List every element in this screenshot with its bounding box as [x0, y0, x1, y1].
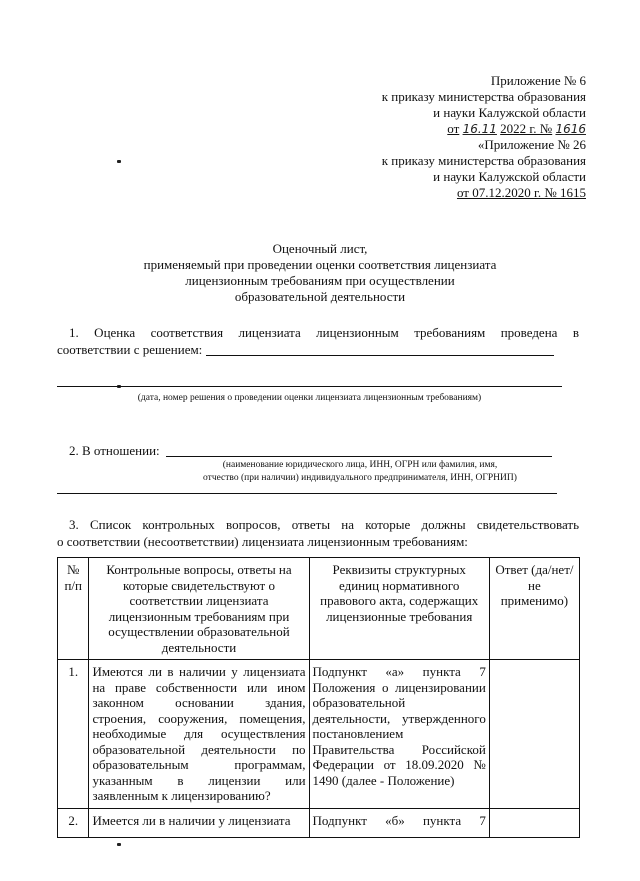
row-reference: Подпункт «б» пункта 7	[309, 808, 489, 837]
annex6-date-prefix: от	[447, 121, 460, 136]
decision-underline	[206, 355, 554, 356]
row-answer	[489, 660, 579, 809]
decision-underline-2	[57, 386, 562, 387]
table-row	[58, 660, 580, 809]
section2-label: 2. В отношении:	[69, 443, 160, 458]
section3-line1: 3. Список контрольных вопросов, ответы на которые должны свидетельствовать	[69, 517, 579, 532]
annex26-line4: от 07.12.2020 г. № 1615	[456, 185, 586, 200]
control-questions-table	[57, 557, 580, 838]
subject-underline	[166, 456, 552, 457]
row-answer	[489, 808, 579, 837]
table-row	[58, 808, 580, 837]
annex6-line3: и науки Калужской области	[433, 105, 586, 120]
header-question: Контрольные вопросы, ответы на которые свидетельствуют о соответствии лицензиата лицензионным требованиям при осуществлении образовательной деятельности	[89, 558, 309, 660]
annex26-line3: и науки Калужской области	[433, 169, 586, 184]
annex6-date-line	[330, 121, 586, 137]
title-line4: образовательной деятельности	[234, 289, 406, 304]
scan-mark	[117, 160, 121, 163]
annex6-number-handwritten: 1616	[555, 122, 586, 136]
row-question: Имеются ли в наличии у лицензиата на праве собственности или ином законном основании здания, строения, сооружения, помещения, необходимые для осуществления образовательной деятельности по образовательным программам, указанным в лицензии или заявленным к лицензированию?	[89, 660, 309, 809]
annex6-line1: Приложение № 6	[490, 73, 586, 88]
row-num: 2.	[58, 808, 89, 837]
table-header-row	[58, 558, 580, 660]
section2-caption1: (наименование юридического лица, ИНН, ОГРН или фамилия, имя,	[222, 460, 498, 470]
row-num: 1.	[58, 660, 89, 809]
section3-line2: о соответствии (несоответствии) лицензиата лицензионным требованиям:	[57, 534, 468, 549]
subject-underline-2	[57, 493, 557, 494]
section1-line1: 1. Оценка соответствия лицензиата лицензионным требованиям проведена в	[69, 325, 579, 340]
title-line1: Оценочный лист,	[272, 241, 368, 256]
header-reference: Реквизиты структурных единиц нормативного правового акта, содержащих лицензионные требования	[309, 558, 489, 660]
annex26-block	[330, 137, 586, 201]
scan-mark	[117, 843, 121, 846]
row-question: Имеется ли в наличии у лицензиата	[89, 808, 309, 837]
annex6-line2: к приказу министерства образования	[381, 89, 586, 104]
annex6-year: 2022 г. №	[500, 121, 553, 136]
annex26-line1: «Приложение № 26	[477, 137, 586, 152]
section2-caption2: отчество (при наличии) индивидуального предпринимателя, ИНН, ОГРНИП)	[203, 473, 517, 483]
section1-line2: соответствии с решением:	[57, 342, 203, 357]
annex6-date-handwritten: 16.11	[462, 122, 497, 136]
section1-caption: (дата, номер решения о проведении оценки лицензиата лицензионным требованиям)	[137, 393, 482, 403]
row-reference: Подпункт «а» пункта 7 Положения о лицензировании образовательной деятельности, утвержденного постановлением Правительства Российской Федерации от 18.09.2020 № 1490 (далее - Положение)	[309, 660, 489, 809]
header-num: № п/п	[58, 558, 89, 660]
title-line3: лицензионным требованиям при осуществлении	[185, 273, 455, 288]
header-answer: Ответ (да/нет/не применимо)	[489, 558, 579, 660]
annex26-line2: к приказу министерства образования	[381, 153, 586, 168]
document-title	[80, 241, 560, 305]
annex6-block	[330, 73, 586, 137]
title-line2: применяемый при проведении оценки соответствия лицензиата	[143, 257, 497, 272]
